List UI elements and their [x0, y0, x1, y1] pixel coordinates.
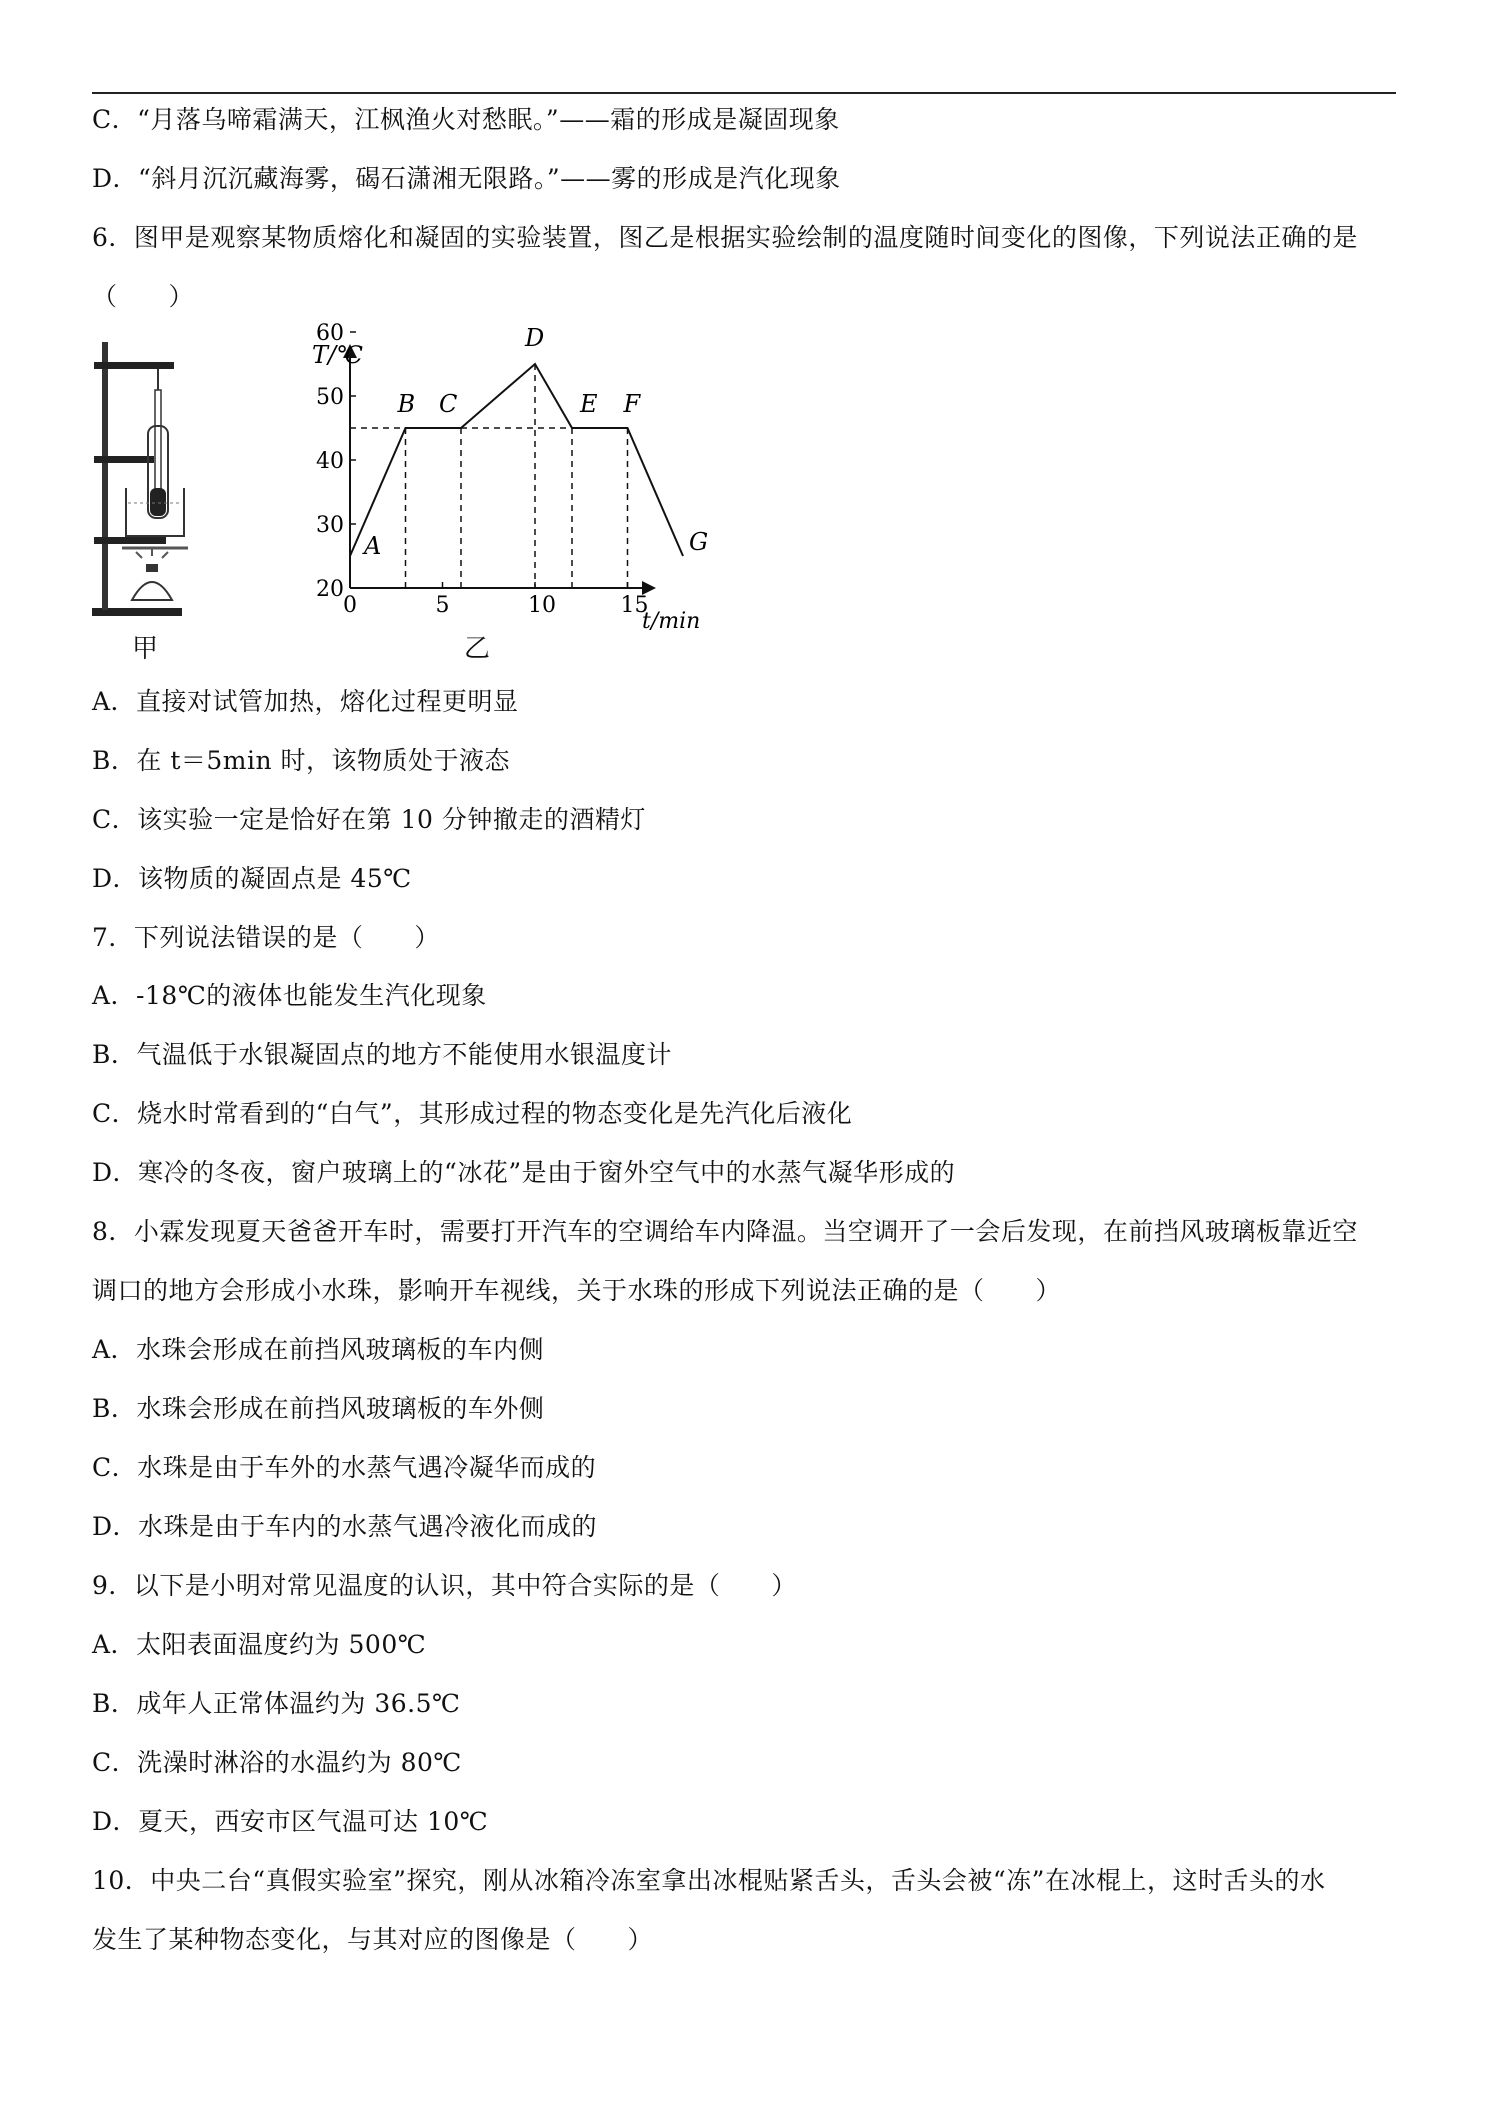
text-line: C．洗澡时淋浴的水温约为 80℃	[92, 1748, 462, 1777]
text-line: 10．中央二台“真假实验室”探究，刚从冰箱冷冻室拿出冰棍贴紧舌头，舌头会被“冻”在冰棍上，这时舌头的水	[92, 1866, 1326, 1895]
y-tick-label: 40	[316, 449, 344, 474]
text-line: C．“月落乌啼霜满天，江枫渔火对愁眠。”——霜的形成是凝固现象	[92, 105, 840, 134]
text-line: A．-18℃的液体也能发生汽化现象	[92, 981, 487, 1010]
text-line: （ ）	[92, 282, 195, 311]
text-line: A．太阳表面温度约为 500℃	[92, 1630, 427, 1659]
caption-yi: 乙	[464, 634, 491, 664]
text-line: B．在 t＝5min 时，该物质处于液态	[92, 746, 511, 775]
text-line: C．水珠是由于车外的水蒸气遇冷凝华而成的	[92, 1453, 597, 1482]
text-line: A．水珠会形成在前挡风玻璃板的车内侧	[92, 1335, 545, 1364]
text-line: B．气温低于水银凝固点的地方不能使用水银温度计	[92, 1040, 672, 1069]
point-label-a: A	[364, 532, 382, 560]
point-label-e: E	[580, 390, 598, 418]
text-line: D．“斜月沉沉藏海雾，碣石潇湘无限路。”——雾的形成是汽化现象	[92, 164, 841, 193]
text-line: D．寒冷的冬夜，窗户玻璃上的“冰花”是由于窗外空气中的水蒸气凝华形成的	[92, 1158, 956, 1187]
apparatus-diagram	[92, 338, 202, 628]
text-line: 调口的地方会形成小水珠，影响开车视线，关于水珠的形成下列说法正确的是（ ）	[92, 1276, 1062, 1305]
temperature-time-chart	[222, 321, 709, 638]
x-axis-label: t/min	[642, 609, 701, 634]
text-line: C．该实验一定是恰好在第 10 分钟撤走的酒精灯	[92, 805, 646, 834]
stand-rod	[102, 342, 108, 610]
alcohol-lamp	[132, 582, 172, 600]
point-label-g: G	[689, 528, 709, 556]
text-line: D．夏天，西安市区气温可达 10℃	[92, 1807, 489, 1836]
y-tick-label: 60	[316, 321, 344, 346]
test-tube-sample	[150, 488, 166, 516]
text-line: A．直接对试管加热，熔化过程更明显	[92, 687, 519, 716]
y-tick-label: 30	[316, 513, 344, 538]
caption-jia: 甲	[132, 634, 159, 664]
text-line: B．水珠会形成在前挡风玻璃板的车外侧	[92, 1394, 545, 1423]
x-tick-label: 0	[343, 593, 357, 618]
point-label-b: B	[397, 390, 416, 418]
ring-clamp	[94, 537, 166, 544]
text-line: B．成年人正常体温约为 36.5℃	[92, 1689, 461, 1718]
y-axis-label: T/℃	[312, 341, 363, 369]
x-tick-label: 10	[528, 593, 556, 618]
x-tick-label: 15	[620, 593, 649, 618]
y-tick-label: 20	[316, 577, 344, 602]
point-label-c: C	[439, 390, 458, 418]
page-top-rule	[92, 92, 1396, 94]
text-line: 7．下列说法错误的是（ ）	[92, 923, 440, 952]
experiment-figure	[92, 321, 732, 678]
chart-axes	[343, 344, 656, 595]
text-line: 发生了某种物态变化，与其对应的图像是（ ）	[92, 1925, 654, 1954]
text-line: C．烧水时常看到的“白气”，其形成过程的物态变化是先汽化后液化	[92, 1099, 853, 1128]
lamp-cap	[146, 564, 158, 572]
middle-clamp	[94, 456, 154, 463]
point-label-d: D	[525, 324, 545, 352]
point-label-f: F	[623, 390, 641, 418]
chart-ticks	[316, 321, 649, 618]
top-clamp	[94, 362, 174, 369]
y-tick-label: 50	[316, 385, 344, 410]
text-line: 8．小霖发现夏天爸爸开车时，需要打开汽车的空调给车内降温。当空调开了一会后发现，在前挡风玻璃板靠近空	[92, 1217, 1358, 1246]
x-tick-label: 5	[435, 593, 450, 618]
text-line: D．水珠是由于车内的水蒸气遇冷液化而成的	[92, 1512, 598, 1541]
text-line: D．该物质的凝固点是 45℃	[92, 864, 412, 893]
text-line: 9．以下是小明对常见温度的认识，其中符合实际的是（ ）	[92, 1571, 797, 1600]
text-line: 6．图甲是观察某物质熔化和凝固的实验装置，图乙是根据实验绘制的温度随时间变化的图像，下列说法正确的是	[92, 223, 1358, 252]
